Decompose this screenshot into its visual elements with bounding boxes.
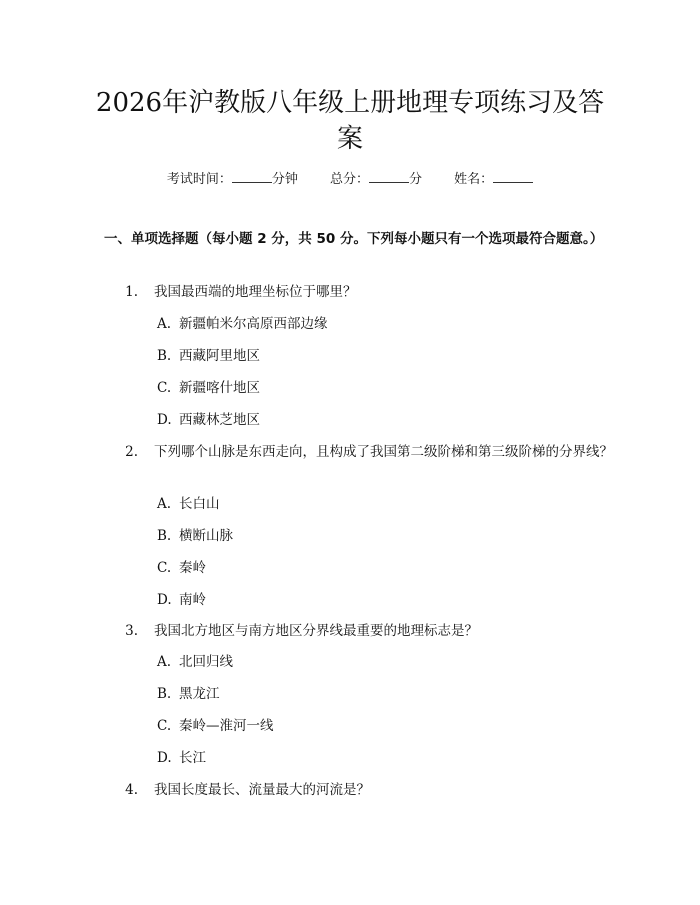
option-letter: A. <box>157 654 172 670</box>
total-score-label: 总分： <box>329 172 369 187</box>
option-text: 秦岭 <box>179 560 206 576</box>
question-3-option-a <box>157 652 233 672</box>
exam-time-unit: 分钟 <box>271 172 298 187</box>
option-letter: C. <box>157 560 172 576</box>
option-letter: D. <box>157 750 172 766</box>
option-letter: D. <box>157 412 172 428</box>
option-text: 北回归线 <box>179 654 233 670</box>
option-text: 西藏林芝地区 <box>179 412 260 428</box>
option-text: 横断山脉 <box>179 528 233 544</box>
exam-time-field <box>167 168 298 187</box>
exam-time-blank <box>232 170 272 183</box>
name-blank <box>493 170 533 183</box>
option-text: 秦岭—淮河一线 <box>179 718 274 734</box>
question-1-option-d <box>157 410 260 430</box>
option-text: 南岭 <box>179 592 206 608</box>
option-letter: A. <box>157 316 172 332</box>
name-field <box>454 168 533 187</box>
question-text: 下列哪个山脉是东西走向，且构成了我国第二级阶梯和第三级阶梯的分界线？ <box>154 444 613 460</box>
question-number: 1. <box>125 284 138 300</box>
document-title-continued: 案 <box>336 124 363 154</box>
question-text: 我国北方地区与南方地区分界线最重要的地理标志是？ <box>154 623 478 639</box>
option-text: 新疆喀什地区 <box>179 380 260 396</box>
option-text: 西藏阿里地区 <box>179 348 260 364</box>
question-3-option-c <box>157 716 274 736</box>
exam-time-label: 考试时间： <box>166 172 232 187</box>
exam-info-line <box>0 168 700 187</box>
question-number: 4. <box>125 782 138 798</box>
section-heading: 一、单项选择题（每小题 2 分，共 50 分。下列每小题只有一个选项最符合题意。） <box>104 231 604 247</box>
option-text: 长江 <box>179 750 206 766</box>
option-letter: A. <box>157 496 172 512</box>
question-1-option-c <box>157 378 260 398</box>
option-letter: B. <box>157 686 172 702</box>
option-letter: C. <box>157 380 172 396</box>
name-label: 姓名： <box>454 172 494 187</box>
question-2-option-b <box>157 526 233 546</box>
option-text: 新疆帕米尔高原西部边缘 <box>179 316 328 332</box>
question-number: 3. <box>125 623 138 639</box>
option-letter: B. <box>157 528 172 544</box>
option-text: 黑龙江 <box>179 686 220 702</box>
question-1 <box>104 282 614 302</box>
question-3-option-d <box>157 748 206 768</box>
document-title: 2026年沪教版八年级上册地理专项练习及答 <box>95 88 605 118</box>
question-2-option-a <box>157 494 220 514</box>
option-text: 长白山 <box>179 496 220 512</box>
question-text: 我国长度最长、流量最大的河流是？ <box>154 782 370 798</box>
question-3-option-b <box>157 684 220 704</box>
question-3 <box>104 621 614 641</box>
total-score-blank <box>369 170 409 183</box>
question-1-option-a <box>157 314 328 334</box>
question-2-option-c <box>157 558 206 578</box>
question-text: 我国最西端的地理坐标位于哪里？ <box>154 284 357 300</box>
question-1-option-b <box>157 346 260 366</box>
option-letter: D. <box>157 592 172 608</box>
option-letter: B. <box>157 348 172 364</box>
question-2 <box>104 442 614 462</box>
question-4 <box>104 780 614 800</box>
total-score-unit: 分 <box>409 172 423 187</box>
question-number: 2. <box>125 444 138 460</box>
total-score-field <box>330 168 422 187</box>
option-letter: C. <box>157 718 172 734</box>
question-2-option-d <box>157 590 206 610</box>
